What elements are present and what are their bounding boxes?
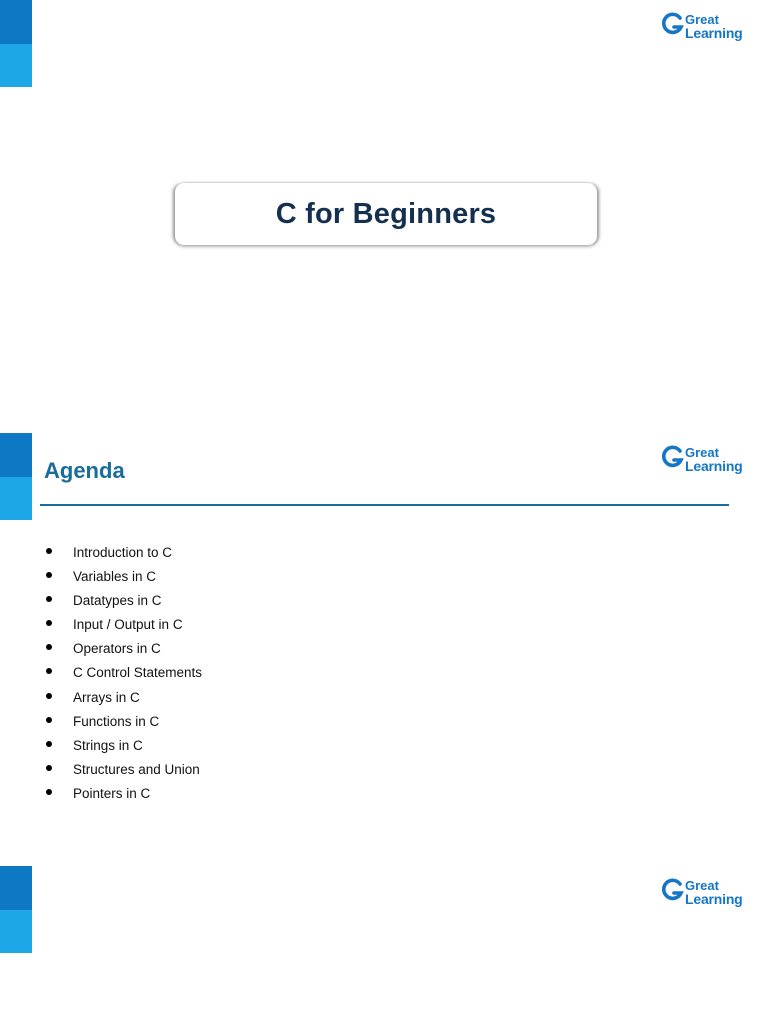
logo-text-learning: Learning [685,458,743,474]
g-logo-icon [662,878,684,902]
bullet-icon [46,644,52,650]
great-learning-logo [662,445,748,475]
agenda-heading: Agenda [44,458,125,483]
g-logo-icon [662,445,684,469]
agenda-item-label: Operators in C [73,641,161,657]
title-slide [0,0,768,432]
agenda-item-label: Introduction to C [73,545,173,560]
agenda-item-label: Datatypes in C [73,593,162,609]
great-learning-logo [662,878,748,908]
logo-text-great: Great [685,445,719,460]
bullet-icon [46,765,52,771]
agenda-item-label: Functions in C [73,713,160,729]
agenda-slide [0,433,768,865]
agenda-item-label: Strings in C [73,737,143,753]
next-slide [0,866,768,1024]
accent-bar-dark [0,433,32,477]
agenda-item-label: Structures and Union [73,761,200,777]
accent-bar-light [0,44,32,87]
accent-bar-dark [0,866,32,910]
bullet-icon [46,741,52,747]
agenda-item-label: Arrays in C [73,689,140,705]
bullet-icon [46,717,52,723]
accent-bar-light [0,910,32,953]
accent-bar-light [0,477,32,520]
agenda-item-label: Variables in C [73,569,157,585]
bullet-icon [46,693,52,699]
agenda-item-label: Input / Output in C [73,617,183,633]
bullet-icon [46,668,52,674]
title-box [175,183,597,245]
great-learning-logo [662,12,748,42]
agenda-item-label: C Control Statements [73,665,203,681]
agenda-item-label: Pointers in C [73,785,151,801]
g-logo-icon [662,12,684,36]
accent-bar-dark [0,0,32,44]
bullet-icon [46,596,52,602]
bullet-icon [46,789,52,795]
heading-divider [40,504,729,506]
bullet-icon [46,548,52,554]
logo-text-great: Great [685,878,719,893]
logo-text-great: Great [685,12,719,27]
slide-title: C for Beginners [275,197,497,230]
bullet-icon [46,620,52,626]
bullet-icon [46,572,52,578]
logo-text-learning: Learning [685,891,743,907]
logo-text-learning: Learning [685,25,743,41]
